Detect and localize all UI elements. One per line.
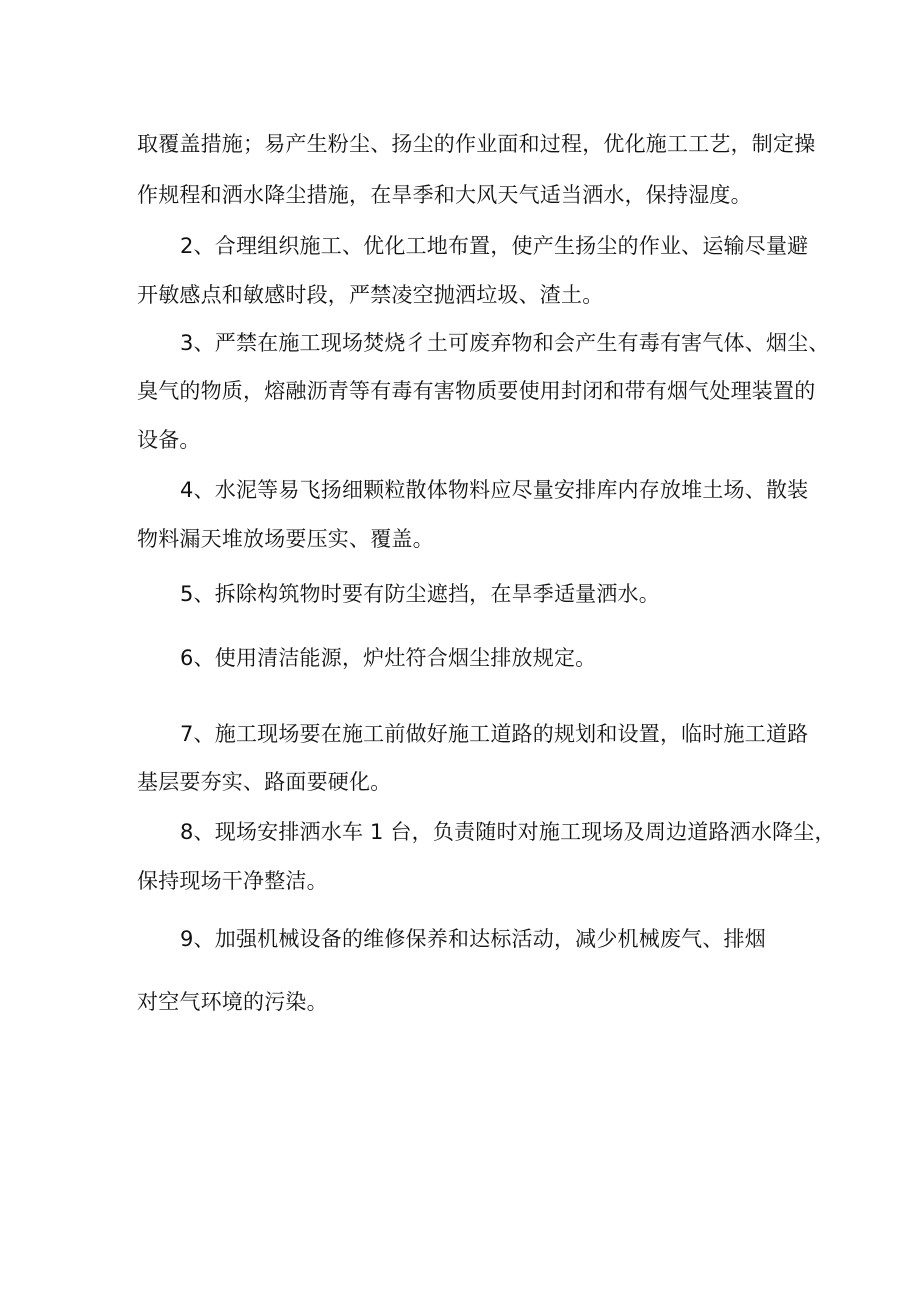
item-7-line: 7、施工现场要在施工前做好施工道路的规划和设置，临时施工道路 xyxy=(180,722,809,746)
text-line: 基层要夯实、路面要硬化。 xyxy=(137,770,392,794)
text-line: 保持现场干净整洁。 xyxy=(137,869,328,893)
item-2-line: 2、合理组织施工、优化工地布置，使产生扬尘的作业、运输尽量避 xyxy=(180,234,809,258)
text-line: 开敏感点和敏感时段，严禁凌空抛洒垃圾、渣土。 xyxy=(137,283,604,307)
text-line: 设备。 xyxy=(137,428,201,452)
text-line: 对空气环境的污染。 xyxy=(137,990,328,1014)
item-8-line: 8、现场安排洒水车 1 台，负责随时对施工现场及周边道路洒水降尘， xyxy=(180,820,836,844)
item-9-line: 9、加强机械设备的维修保养和达标活动，减少机械废气、排烟 xyxy=(180,927,766,951)
item-3-line: 3、严禁在施工现场焚烧彳土可废弃物和会产生有毒有害气体、烟尘、 xyxy=(180,331,830,355)
text-line: 取覆盖措施；易产生粉尘、扬尘的作业面和过程，优化施工工艺，制定操 xyxy=(137,132,816,156)
text-line: 臭气的物质，熔融沥青等有毒有害物质要使用封闭和带有烟气处理装置的 xyxy=(137,379,816,403)
text-line: 物料漏天堆放场要压实、覆盖。 xyxy=(137,527,434,551)
item-4-line: 4、水泥等易飞扬细颗粒散体物料应尽量安排库内存放堆土场、散装 xyxy=(180,478,809,502)
item-5-line: 5、拆除构筑物时要有防尘遮挡，在旱季适量洒水。 xyxy=(180,582,660,606)
text-line: 作规程和洒水降尘措施，在旱季和大风天气适当洒水，保持湿度。 xyxy=(137,183,752,207)
item-6-line: 6、使用清洁能源，炉灶符合烟尘排放规定。 xyxy=(180,646,597,670)
